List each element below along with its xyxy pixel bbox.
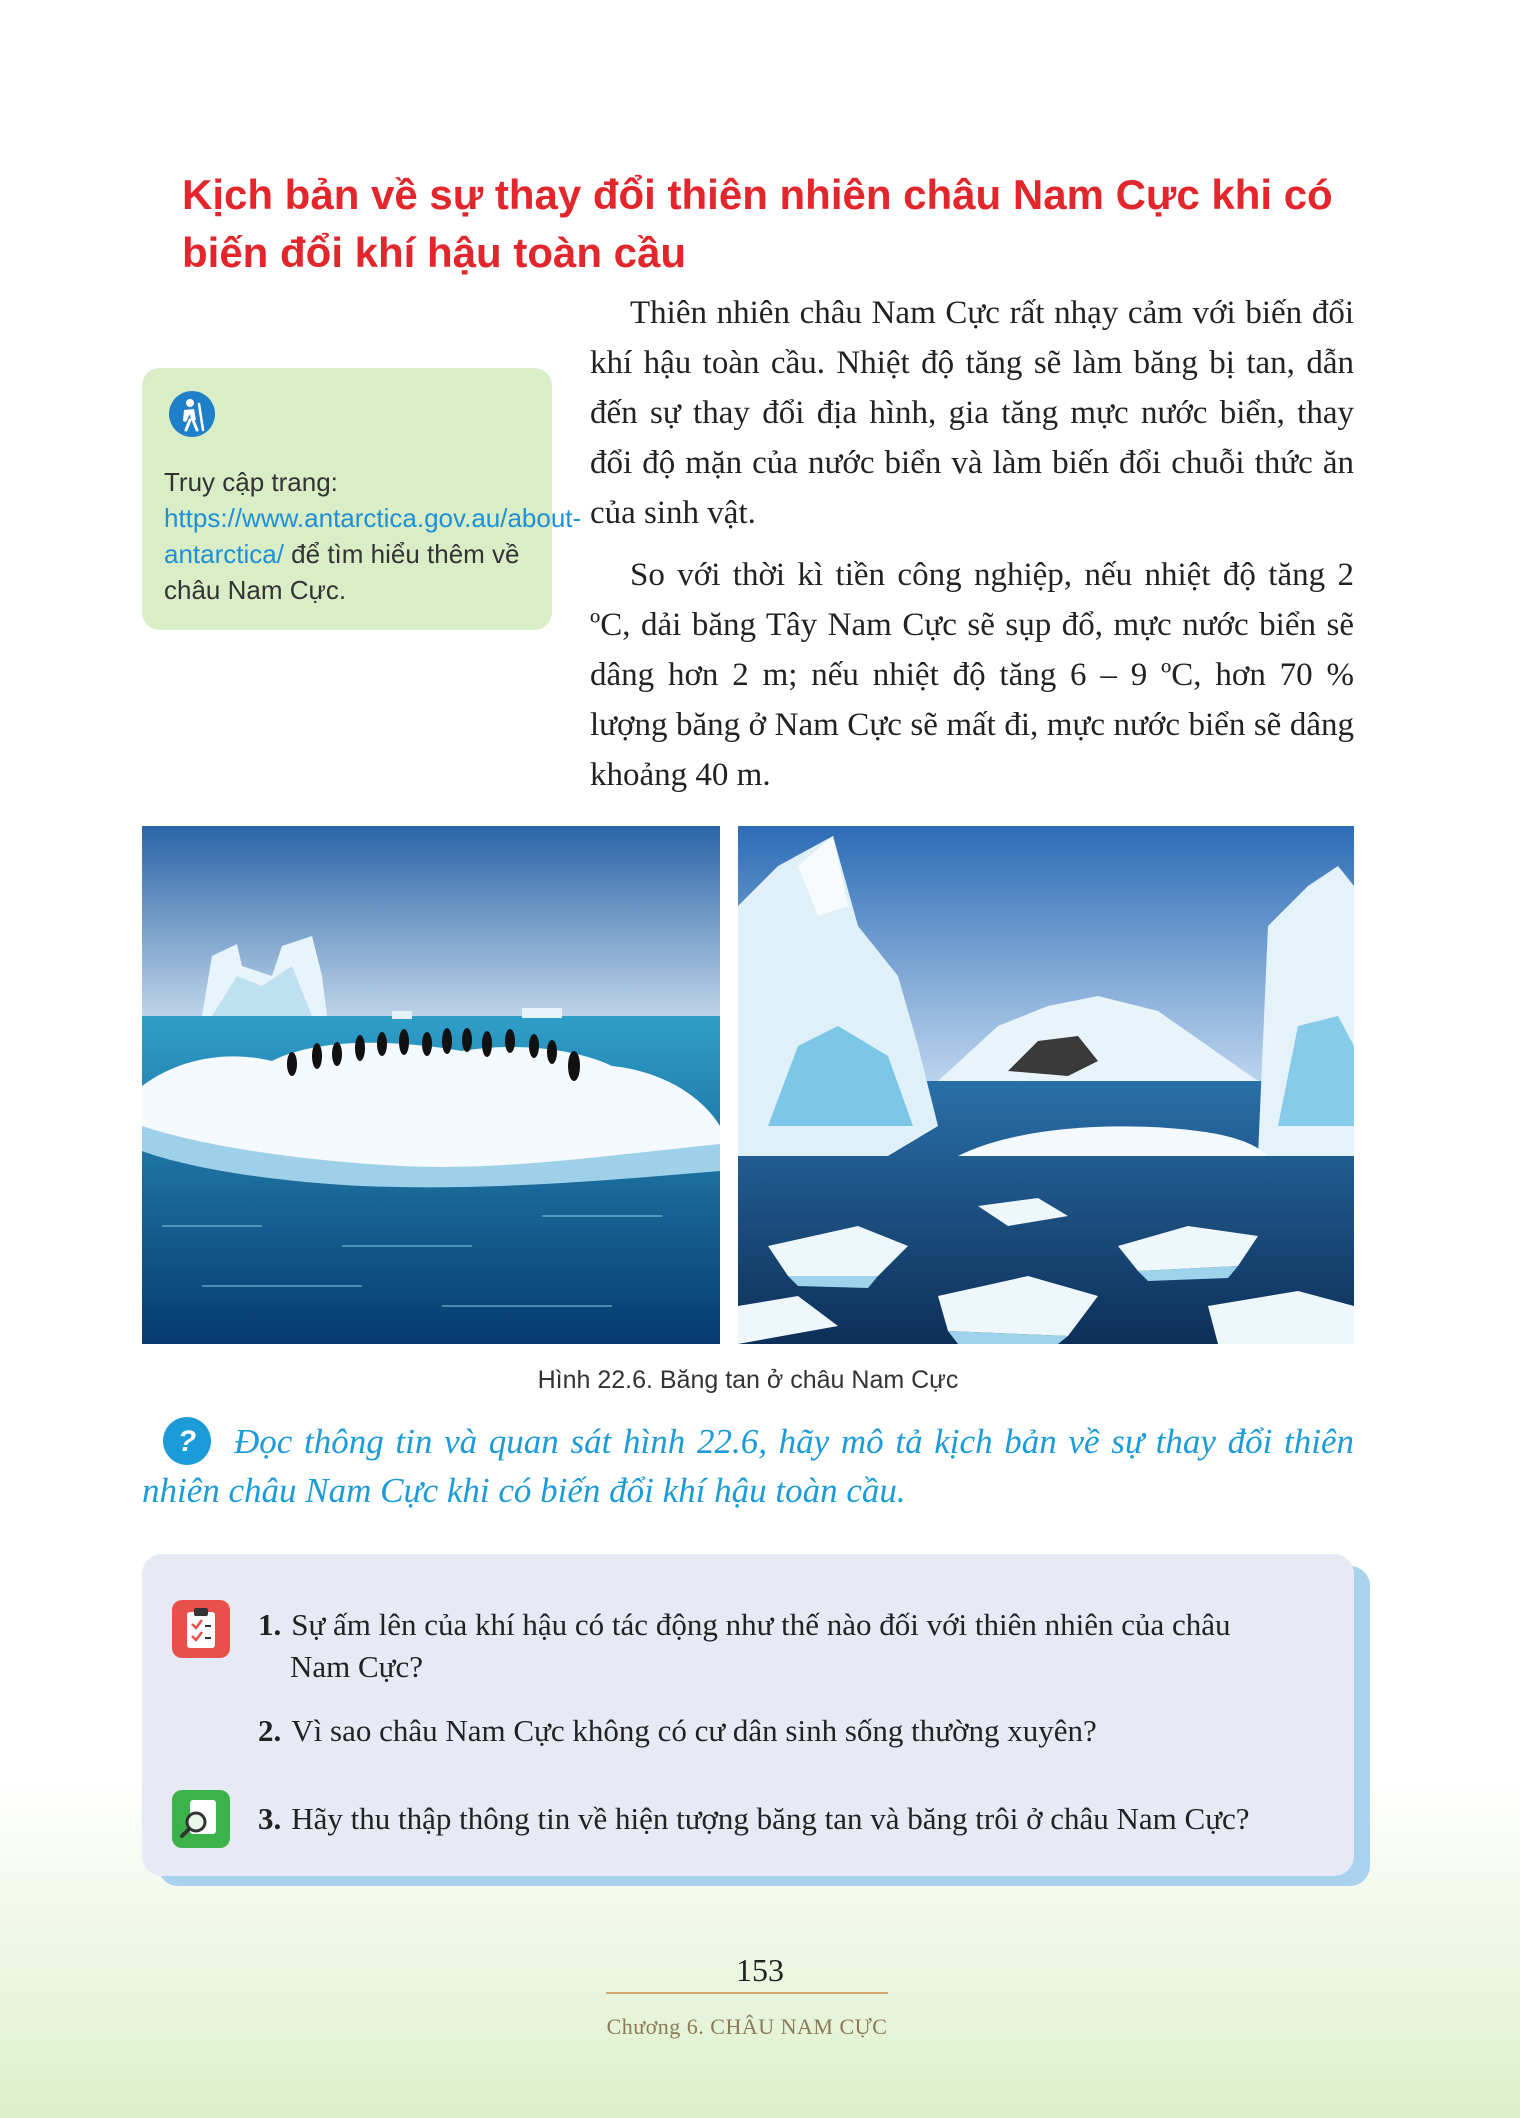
question-icon <box>162 1416 212 1466</box>
svg-text:?: ? <box>177 1425 197 1458</box>
practice-item-1-text: Sự ấm lên của khí hậu có tác động như thế nào đối với thiên nhiên của châu <box>291 1607 1231 1642</box>
magnifier-icon <box>172 1790 230 1848</box>
glacier-ice-photo <box>738 826 1354 1344</box>
practice-item-2-text: Vì sao châu Nam Cực không có cư dân sinh sống thường xuyên? <box>291 1713 1097 1748</box>
body-text <box>590 288 1354 812</box>
penguins-iceberg-photo <box>142 826 720 1344</box>
figure-caption: Hình 22.6. Băng tan ở châu Nam Cực <box>537 1366 959 1394</box>
antarctica-link[interactable]: https://www.antarctica.gov.au/about-antarctica/ <box>164 503 582 569</box>
sidebar-text-suffix: để tìm hiểu thêm về châu Nam Cực. <box>164 539 520 605</box>
practice-item-3-number: 3. <box>258 1801 282 1836</box>
practice-item-1-continuation: Nam Cực? <box>290 1649 424 1684</box>
clipboard-icon <box>172 1600 230 1658</box>
info-sidebar <box>142 368 582 630</box>
question-block <box>142 1420 1354 1512</box>
paragraph-1: Thiên nhiên châu Nam Cực rất nhạy cảm với biến đổi khí hậu toàn cầu. Nhiệt độ tăng sẽ làm băng bị tan, dẫn đến sự thay đổi địa hình, gia tăng mực nước biển, thay đổi độ mặn của nước biển và làm biến đổi chuỗi thức ăn của sinh vật. <box>590 295 1354 531</box>
practice-item-2-number: 2. <box>258 1713 282 1748</box>
question-text: Đọc thông tin và quan sát hình 22.6, hãy mô tả kịch bản về sự thay đổi thiên nhiên châu Nam Cực khi có biến đổi khí hậu toàn cầu. <box>142 1422 1354 1510</box>
section-title: Kịch bản về sự thay đổi thiên nhiên châu Nam Cực khi có biến đổi khí hậu toàn cầu <box>182 171 1333 276</box>
practice-item-1-number: 1. <box>258 1607 282 1642</box>
sidebar-text-prefix: Truy cập trang: <box>164 467 338 497</box>
footer-divider <box>606 1992 888 1994</box>
practice-item-3 <box>258 1798 1318 1840</box>
practice-item-1 <box>258 1604 1318 1688</box>
practice-item-2 <box>258 1710 1318 1752</box>
paragraph-2: So với thời kì tiền công nghiệp, nếu nhiệt độ tăng 2 ºC, dải băng Tây Nam Cực sẽ sụp đổ, mực nước biển sẽ dâng hơn 2 m; nếu nhiệt độ tăng 6 – 9 ºC, hơn 70 % lượng băng ở Nam Cực sẽ mất đi, mực nước biển sẽ dâng khoảng 40 m. <box>590 557 1354 793</box>
chapter-label: Chương 6. CHÂU NAM CỰC <box>606 2014 888 2039</box>
practice-item-3-text: Hãy thu thập thông tin về hiện tượng băng tan và băng trôi ở châu Nam Cực? <box>291 1801 1250 1836</box>
explorer-icon <box>168 390 216 438</box>
page-number: 153 <box>736 1952 784 1988</box>
